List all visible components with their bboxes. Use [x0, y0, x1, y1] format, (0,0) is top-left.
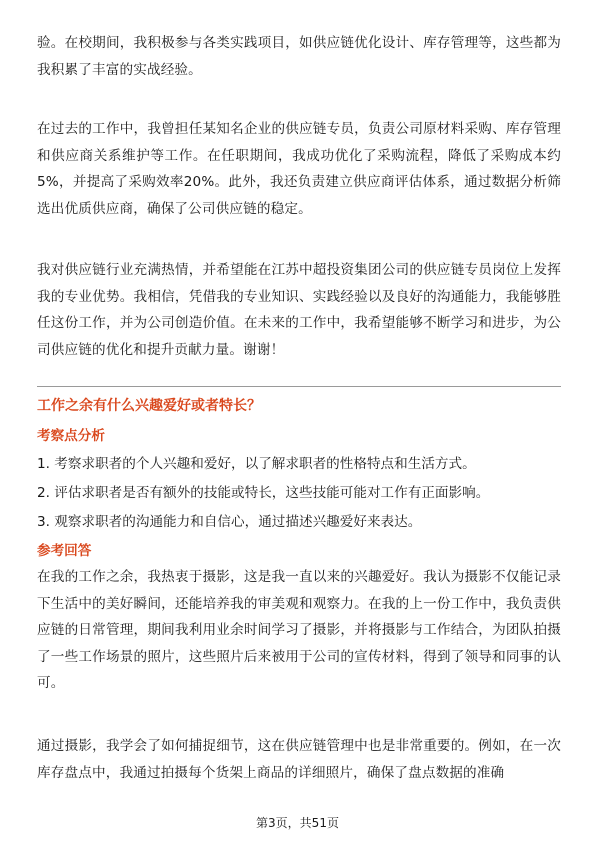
analysis-item: 3. 观察求职者的沟通能力和自信心，通过描述兴趣爱好来表达。: [37, 514, 422, 530]
answer-paragraph-2: 通过摄影，我学会了如何捕捉细节，这在供应链管理中也是非常重要的。例如，在一次库存盘点中，我通过拍摄每个货架上商品的详细照片，确保了盘点数据的准确: [37, 738, 561, 781]
question-heading: 工作之余有什么兴趣爱好或者特长？: [37, 398, 261, 414]
analysis-item: 1. 考察求职者的个人兴趣和爱好，以了解求职者的性格特点和生活方式。: [37, 456, 476, 472]
analysis-item: 2. 评估求职者是否有额外的技能或特长，这些技能可能对工作有正面影响。: [37, 485, 490, 501]
intro-paragraph-1: 验。在校期间，我积极参与各类实践项目，如供应链优化设计、库存管理等，这些都为我积累了丰富的实战经验。: [37, 35, 561, 78]
page-number: 第3页，共51页: [256, 816, 339, 830]
intro-paragraph-2: 在过去的工作中，我曾担任某知名企业的供应链专员，负责公司原材料采购、库存管理和供应商关系维护等工作。在任职期间，我成功优化了采购流程，降低了采购成本约5%，并提高了采购效率20%。此外，我还负责建立供应商评估体系，通过数据分析筛选出优质供应商，确保了公司供应链的稳定。: [37, 121, 561, 217]
analysis-label: 考察点分析: [37, 428, 105, 444]
intro-paragraph-3: 我对供应链行业充满热情，并希望能在江苏中超投资集团公司的供应链专员岗位上发挥我的专业优势。我相信，凭借我的专业知识、实践经验以及良好的沟通能力，我能够胜任这份工作，并为公司创造价值。在未来的工作中，我希望能够不断学习和进步，为公司供应链的优化和提升贡献力量。谢谢！: [37, 262, 561, 358]
answer-paragraph-1: 在我的工作之余，我热衷于摄影，这是我一直以来的兴趣爱好。我认为摄影不仅能记录下生活中的美好瞬间，还能培养我的审美观和观察力。在我的上一份工作中，我负责供应链的日常管理，期间我利用业余时间学习了摄影，并将摄影与工作结合，为团队拍摄了一些工作场景的照片，这些照片后来被用于公司的宣传材料，得到了领导和同事的认可。: [37, 569, 561, 691]
analysis-list: [37, 450, 561, 537]
answer-label: 参考回答: [37, 543, 92, 559]
section-divider: [37, 386, 561, 387]
